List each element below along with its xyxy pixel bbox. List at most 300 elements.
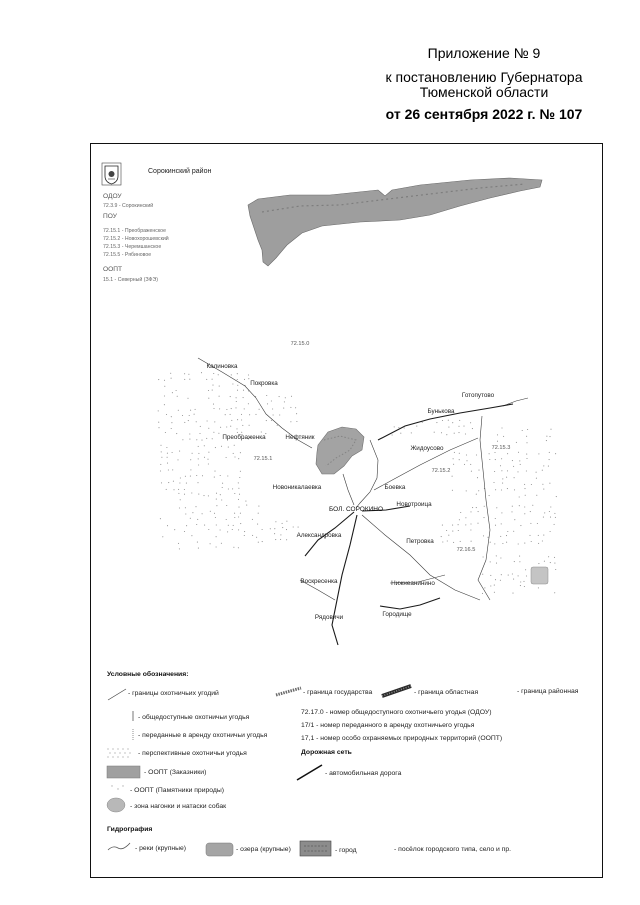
grounds-dot bbox=[174, 529, 175, 530]
grounds-dot bbox=[530, 523, 531, 524]
grounds-dot bbox=[525, 495, 526, 496]
legend-oopt-number: 17,1 - номер особо охраняемых природных территорий (ООПТ) bbox=[301, 735, 503, 742]
grounds-dot bbox=[215, 447, 216, 448]
grounds-dot bbox=[240, 452, 241, 453]
grounds-dot bbox=[202, 513, 203, 514]
grounds-dot bbox=[248, 378, 249, 379]
settlement-label: Рядовичи bbox=[314, 614, 344, 621]
grounds-dot bbox=[554, 557, 555, 558]
grounds-dot bbox=[526, 575, 527, 576]
settlement-label: Покровка bbox=[250, 380, 278, 387]
grounds-dot bbox=[216, 499, 217, 500]
grounds-dot bbox=[470, 464, 471, 465]
grounds-dot bbox=[238, 507, 239, 508]
grounds-dot bbox=[501, 427, 502, 428]
grounds-dot bbox=[526, 442, 527, 443]
grounds-dot bbox=[493, 482, 494, 483]
grounds-dot bbox=[494, 471, 495, 472]
grounds-dot bbox=[233, 547, 234, 548]
grounds-dot bbox=[497, 441, 498, 442]
grounds-dot bbox=[212, 390, 213, 391]
grounds-dot bbox=[465, 524, 466, 525]
grounds-dot bbox=[442, 541, 443, 542]
grounds-dot bbox=[234, 456, 235, 457]
grounds-dot bbox=[482, 593, 483, 594]
grounds-dot bbox=[203, 495, 204, 496]
grounds-dot bbox=[519, 556, 520, 557]
grounds-dot bbox=[166, 489, 167, 490]
city-symbol bbox=[300, 841, 331, 856]
grounds-dot bbox=[259, 409, 260, 410]
grounds-dot bbox=[208, 452, 209, 453]
grounds-dot bbox=[212, 379, 213, 380]
grounds-dot bbox=[196, 524, 197, 525]
grounds-dot bbox=[197, 519, 198, 520]
grounds-dot bbox=[234, 445, 235, 446]
grounds-dot bbox=[538, 543, 539, 544]
grounds-dot bbox=[199, 433, 200, 434]
grounds-dot bbox=[231, 420, 232, 421]
grounds-dot bbox=[501, 489, 502, 490]
grounds-dot bbox=[216, 536, 217, 537]
grounds-dot bbox=[184, 373, 185, 374]
grounds-dot bbox=[554, 524, 555, 525]
resolution-reference: к постановлению Губернатора bbox=[385, 69, 583, 85]
grounds-dot bbox=[448, 420, 449, 421]
grounds-dot bbox=[518, 452, 519, 453]
grounds-dot bbox=[212, 385, 213, 386]
grounds-dot bbox=[497, 434, 498, 435]
grounds-dot bbox=[524, 506, 525, 507]
grounds-dot bbox=[228, 488, 229, 489]
grounds-dot bbox=[220, 494, 221, 495]
grounds-dot bbox=[503, 436, 504, 437]
grounds-dot bbox=[241, 419, 242, 420]
grounds-dot bbox=[286, 539, 287, 540]
grounds-dot bbox=[442, 525, 443, 526]
grounds-dot bbox=[238, 499, 239, 500]
state-border-symbol bbox=[276, 688, 301, 695]
grounds-dot bbox=[495, 518, 496, 519]
grounds-dot bbox=[274, 533, 275, 534]
symbol-dot bbox=[129, 752, 130, 753]
grounds-dot bbox=[237, 390, 238, 391]
legend-regional-border: - граница областная bbox=[414, 689, 479, 696]
grounds-dot bbox=[526, 454, 527, 455]
grounds-dot bbox=[185, 476, 186, 477]
grounds-dot bbox=[243, 397, 244, 398]
legend-dog-training: - зона нагонки и натаски собак bbox=[130, 803, 227, 810]
grounds-dot bbox=[208, 463, 209, 464]
grounds-dot bbox=[536, 478, 537, 479]
grounds-dot bbox=[460, 541, 461, 542]
road-symbol bbox=[297, 765, 322, 780]
grounds-dot bbox=[290, 407, 291, 408]
grounds-dot bbox=[452, 422, 453, 423]
grounds-dot bbox=[550, 517, 551, 518]
settlement-label: Боевка bbox=[384, 484, 406, 491]
grounds-dot bbox=[446, 434, 447, 435]
grounds-dot bbox=[226, 409, 227, 410]
grounds-dot bbox=[490, 575, 491, 576]
grounds-dot bbox=[513, 579, 514, 580]
grounds-dot bbox=[526, 436, 527, 437]
symbol-dot bbox=[127, 756, 128, 757]
grounds-dot bbox=[506, 477, 507, 478]
grounds-dot bbox=[524, 484, 525, 485]
grounds-dot bbox=[238, 458, 239, 459]
grounds-dot bbox=[517, 471, 518, 472]
grounds-dot bbox=[482, 574, 483, 575]
grounds-dot bbox=[536, 472, 537, 473]
grounds-dot bbox=[227, 531, 228, 532]
grounds-dot bbox=[221, 499, 222, 500]
grounds-dot bbox=[404, 427, 405, 428]
grounds-dot bbox=[160, 464, 161, 465]
grounds-dot bbox=[198, 464, 199, 465]
grounds-dot bbox=[249, 414, 250, 415]
grounds-dot bbox=[196, 421, 197, 422]
grounds-dot bbox=[470, 422, 471, 423]
boundary-line bbox=[478, 416, 490, 600]
district-title: Сорокинский район bbox=[148, 168, 212, 175]
grounds-dot bbox=[173, 481, 174, 482]
grounds-dot bbox=[523, 581, 524, 582]
settlement-label: Жидоусово bbox=[410, 445, 444, 452]
grounds-dot bbox=[261, 431, 262, 432]
grounds-dot bbox=[295, 407, 296, 408]
grounds-dot bbox=[546, 440, 547, 441]
grounds-dot bbox=[495, 489, 496, 490]
grounds-dot bbox=[186, 525, 187, 526]
grounds-dot bbox=[495, 579, 496, 580]
grounds-dot bbox=[526, 470, 527, 471]
grounds-dot bbox=[434, 432, 435, 433]
legend-title: Условные обозначения: bbox=[107, 671, 189, 678]
grounds-dot bbox=[549, 511, 550, 512]
grounds-dot bbox=[459, 459, 460, 460]
grounds-dot bbox=[258, 542, 259, 543]
legend-road-heading: Дорожная сеть bbox=[301, 749, 352, 756]
symbol-dot bbox=[109, 752, 110, 753]
grounds-dot bbox=[238, 482, 239, 483]
grounds-dot bbox=[441, 432, 442, 433]
grounds-dot bbox=[219, 408, 220, 409]
zone-label: 72.15.3 bbox=[491, 445, 511, 451]
grounds-dot bbox=[258, 506, 259, 507]
grounds-dot bbox=[172, 469, 173, 470]
symbol-dot bbox=[117, 788, 118, 789]
grounds-dot bbox=[171, 416, 172, 417]
grounds-dot bbox=[213, 373, 214, 374]
legend-hydro-heading: Гидрография bbox=[107, 826, 153, 833]
grounds-dot bbox=[508, 575, 509, 576]
grounds-dot bbox=[422, 422, 423, 423]
grounds-dot bbox=[226, 505, 227, 506]
grounds-dot bbox=[549, 436, 550, 437]
grounds-dot bbox=[190, 410, 191, 411]
grounds-dot bbox=[190, 459, 191, 460]
grounds-dot bbox=[213, 404, 214, 405]
settlement-label: Готопутово bbox=[461, 392, 495, 399]
legend-leased-grounds: - переданные в аренду охотничьи угодья bbox=[138, 732, 268, 739]
symbol-dot bbox=[117, 748, 118, 749]
grounds-dot bbox=[476, 454, 477, 455]
grounds-dot bbox=[208, 390, 209, 391]
grounds-dot bbox=[220, 475, 221, 476]
grounds-dot bbox=[189, 415, 190, 416]
boundary-line bbox=[343, 474, 354, 505]
grounds-dot bbox=[230, 396, 231, 397]
pou-heading: ПОУ bbox=[103, 213, 117, 220]
grounds-dot bbox=[448, 427, 449, 428]
grounds-dot bbox=[262, 529, 263, 530]
lake-symbol bbox=[206, 843, 233, 856]
grounds-dot bbox=[236, 397, 237, 398]
grounds-dot bbox=[484, 506, 485, 507]
grounds-dot bbox=[507, 453, 508, 454]
grounds-dot bbox=[207, 459, 208, 460]
grounds-dot bbox=[242, 425, 243, 426]
grounds-dot bbox=[554, 592, 555, 593]
grounds-dot bbox=[463, 426, 464, 427]
grounds-dot bbox=[219, 386, 220, 387]
grounds-dot bbox=[507, 531, 508, 532]
grounds-dot bbox=[182, 415, 183, 416]
grounds-dot bbox=[447, 540, 448, 541]
grounds-dot bbox=[531, 484, 532, 485]
grounds-dot bbox=[272, 408, 273, 409]
grounds-dot bbox=[490, 542, 491, 543]
grounds-dot bbox=[216, 493, 217, 494]
grounds-dot bbox=[452, 476, 453, 477]
grounds-dot bbox=[244, 531, 245, 532]
grounds-dot bbox=[243, 390, 244, 391]
zone-label: 72.15.1 bbox=[253, 456, 273, 462]
grounds-dot bbox=[525, 569, 526, 570]
grounds-dot bbox=[487, 537, 488, 538]
grounds-dot bbox=[178, 493, 179, 494]
grounds-dot bbox=[171, 428, 172, 429]
grounds-dot bbox=[544, 512, 545, 513]
grounds-dot bbox=[236, 428, 237, 429]
nature-reserve-area bbox=[248, 178, 542, 266]
lake bbox=[316, 427, 364, 474]
nature-monument-symbol bbox=[111, 785, 123, 789]
grounds-dot bbox=[538, 563, 539, 564]
legend-perspective-grounds: - перспективные охотничьи угодья bbox=[138, 750, 247, 757]
grounds-dot bbox=[465, 433, 466, 434]
odou-heading: ОДОУ bbox=[103, 193, 122, 200]
perspective-hunting-grounds bbox=[158, 372, 557, 594]
grounds-dot bbox=[190, 518, 191, 519]
grounds-dot bbox=[542, 484, 543, 485]
grounds-dot bbox=[196, 439, 197, 440]
grounds-dot bbox=[496, 563, 497, 564]
grounds-dot bbox=[241, 414, 242, 415]
odou-item: 72.3.9 - Сорокинский bbox=[103, 203, 154, 209]
grounds-dot bbox=[466, 460, 467, 461]
grounds-dot bbox=[275, 521, 276, 522]
grounds-dot bbox=[255, 414, 256, 415]
grounds-dot bbox=[270, 528, 271, 529]
grounds-dot bbox=[489, 459, 490, 460]
grounds-dot bbox=[522, 430, 523, 431]
grounds-dot bbox=[244, 408, 245, 409]
grounds-dot bbox=[400, 433, 401, 434]
grounds-dot bbox=[446, 530, 447, 531]
grounds-dot bbox=[529, 535, 530, 536]
grounds-dot bbox=[527, 429, 528, 430]
grounds-dot bbox=[189, 439, 190, 440]
grounds-dot bbox=[171, 422, 172, 423]
grounds-dot bbox=[201, 440, 202, 441]
region-name: Тюменской области bbox=[419, 84, 549, 100]
grounds-dot bbox=[524, 586, 525, 587]
grounds-dot bbox=[519, 496, 520, 497]
grounds-dot bbox=[513, 466, 514, 467]
grounds-dot bbox=[458, 432, 459, 433]
grounds-dot bbox=[214, 477, 215, 478]
settlement-label: Нижнеанинино bbox=[391, 580, 435, 587]
grounds-dot bbox=[252, 519, 253, 520]
grounds-dot bbox=[190, 476, 191, 477]
grounds-dot bbox=[282, 523, 283, 524]
grounds-dot bbox=[226, 457, 227, 458]
symbol-dot bbox=[122, 748, 123, 749]
grounds-dot bbox=[184, 422, 185, 423]
grounds-dot bbox=[179, 482, 180, 483]
grounds-dot bbox=[274, 528, 275, 529]
grounds-dot bbox=[554, 563, 555, 564]
grounds-dot bbox=[543, 465, 544, 466]
grounds-dot bbox=[452, 531, 453, 532]
grounds-dot bbox=[220, 529, 221, 530]
grounds-dot bbox=[239, 477, 240, 478]
grounds-dot bbox=[184, 494, 185, 495]
grounds-dot bbox=[166, 414, 167, 415]
zone-label: 72.15.0 bbox=[290, 341, 310, 347]
grounds-dot bbox=[296, 413, 297, 414]
grounds-dot bbox=[495, 459, 496, 460]
grounds-dot bbox=[226, 426, 227, 427]
grounds-dot bbox=[237, 373, 238, 374]
grounds-dot bbox=[500, 465, 501, 466]
grounds-dot bbox=[518, 543, 519, 544]
grounds-dot bbox=[543, 489, 544, 490]
grounds-dot bbox=[514, 561, 515, 562]
grounds-dot bbox=[177, 459, 178, 460]
grounds-dot bbox=[476, 507, 477, 508]
dog-training-zone bbox=[531, 567, 548, 584]
grounds-dot bbox=[282, 527, 283, 528]
symbol-dot bbox=[124, 752, 125, 753]
grounds-dot bbox=[466, 454, 467, 455]
pou-item: 72.15.1 - Преображенское bbox=[103, 228, 166, 234]
grounds-dot bbox=[244, 535, 245, 536]
zone-label: 72.16.5 bbox=[456, 547, 476, 553]
grounds-dot bbox=[241, 432, 242, 433]
grounds-dot bbox=[201, 372, 202, 373]
legend-hunting-boundary: - границы охотничьих угодий bbox=[128, 690, 219, 697]
grounds-dot bbox=[549, 459, 550, 460]
grounds-dot bbox=[273, 414, 274, 415]
grounds-dot bbox=[195, 409, 196, 410]
grounds-dot bbox=[184, 531, 185, 532]
symbol-dot bbox=[114, 752, 115, 753]
grounds-dot bbox=[231, 408, 232, 409]
grounds-dot bbox=[165, 432, 166, 433]
grounds-dot bbox=[466, 490, 467, 491]
grounds-dot bbox=[537, 523, 538, 524]
grounds-dot bbox=[158, 422, 159, 423]
grounds-dot bbox=[507, 470, 508, 471]
grounds-dot bbox=[512, 460, 513, 461]
grounds-dot bbox=[178, 543, 179, 544]
grounds-dot bbox=[235, 407, 236, 408]
grounds-dot bbox=[179, 507, 180, 508]
grounds-dot bbox=[246, 505, 247, 506]
grounds-dot bbox=[160, 445, 161, 446]
grounds-dot bbox=[520, 581, 521, 582]
grounds-dot bbox=[219, 396, 220, 397]
pou-item: 72.15.3 - Черемшанское bbox=[103, 244, 162, 250]
grounds-dot bbox=[506, 542, 507, 543]
grounds-dot bbox=[554, 513, 555, 514]
oopt-heading: ООПТ bbox=[103, 266, 123, 273]
grounds-dot bbox=[502, 483, 503, 484]
grounds-dot bbox=[208, 495, 209, 496]
legend-lakes: - озера (крупные) bbox=[236, 846, 291, 853]
grounds-dot bbox=[411, 432, 412, 433]
grounds-dot bbox=[511, 511, 512, 512]
grounds-dot bbox=[470, 511, 471, 512]
grounds-dot bbox=[222, 487, 223, 488]
grounds-dot bbox=[214, 471, 215, 472]
symbol-dot bbox=[127, 748, 128, 749]
grounds-dot bbox=[477, 477, 478, 478]
grounds-dot bbox=[514, 489, 515, 490]
grounds-dot bbox=[215, 517, 216, 518]
grounds-dot bbox=[546, 436, 547, 437]
grounds-dot bbox=[192, 453, 193, 454]
legend-state-border: - граница государства bbox=[303, 689, 373, 696]
legend-reserves: - ООПТ (Заказники) bbox=[144, 769, 207, 776]
grounds-dot bbox=[501, 470, 502, 471]
grounds-dot bbox=[513, 531, 514, 532]
grounds-dot bbox=[198, 453, 199, 454]
grounds-dot bbox=[210, 511, 211, 512]
grounds-dot bbox=[555, 517, 556, 518]
grounds-dot bbox=[216, 505, 217, 506]
legend-odou-number: 72.17.0 - номер общедоступного охотничьего угодья (ОДОУ) bbox=[301, 709, 492, 716]
grounds-dot bbox=[290, 421, 291, 422]
settlement-label: Александровка bbox=[296, 532, 342, 539]
symbol-dot bbox=[112, 748, 113, 749]
grounds-dot bbox=[555, 453, 556, 454]
grounds-dot bbox=[520, 464, 521, 465]
grounds-dot bbox=[216, 524, 217, 525]
grounds-dot bbox=[477, 523, 478, 524]
grounds-dot bbox=[460, 512, 461, 513]
grounds-dot bbox=[167, 453, 168, 454]
grounds-dot bbox=[191, 492, 192, 493]
grounds-dot bbox=[478, 511, 479, 512]
grounds-dot bbox=[231, 374, 232, 375]
grounds-dot bbox=[238, 516, 239, 517]
grounds-dot bbox=[538, 535, 539, 536]
grounds-dot bbox=[283, 408, 284, 409]
